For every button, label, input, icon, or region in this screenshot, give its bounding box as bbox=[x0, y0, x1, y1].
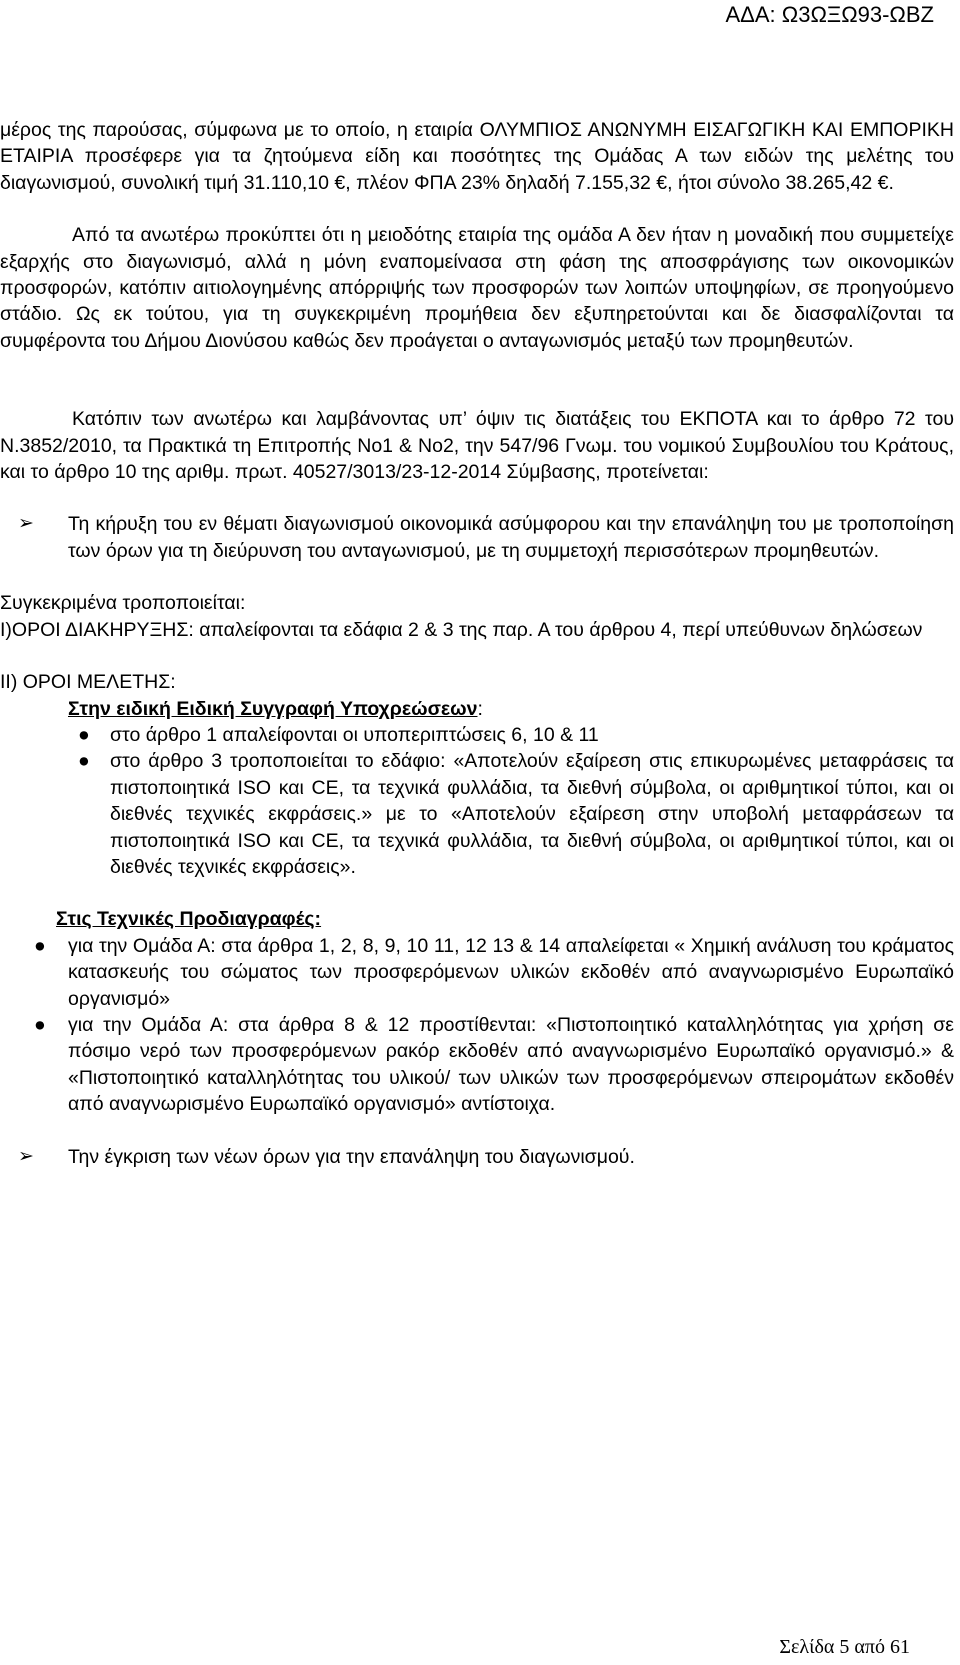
paragraph-proposal-intro: Κατόπιν των ανωτέρω και λαμβάνοντας υπ’ όψιν τις διατάξεις του ΕΚΠΟΤΑ και το άρθρο 72 του Ν.3852/2010, τα Πρακτικά τη Επιτροπής Νο1 & Νο2, την 547/96 Γνωμ. του νομικού Συμβουλίου του Κράτους, και το άρθρο 10 της αριθμ. πρωτ. 40527/3013/23-12-2014 Σύμβασης, προτείνεται: bbox=[0, 408, 954, 484]
special-spec-heading: Στην ειδική Ειδική Συγγραφή Υποχρεώσεων bbox=[68, 697, 478, 720]
modifications-title: Συγκεκριμένα τροποποιείται: bbox=[0, 592, 246, 615]
proposal-item-2: ➢ Την έγκριση των νέων όρων για την επανάληψη του διαγωνισμού. bbox=[0, 1144, 954, 1170]
arrow-bullet-icon: ➢ bbox=[18, 1145, 34, 1167]
page-number: Σελίδα 5 από 61 bbox=[779, 1636, 910, 1658]
paragraph-analysis: Από τα ανωτέρω προκύπτει ότι η μειοδότης εταιρία της ομάδα Α δεν ήταν η μοναδική που συμμετείχε εξαρχής στο διαγωνισμό, αλλά η μόνη εναπομείνασα στη φάση της αποσφράγισης των οικονομικών προσφορών, κατόπιν αιτιολογημένης απόρριψής των προσφορών των λοιπών υποψηφίων, σε προηγούμενο στάδιο. Ως εκ τούτου, για τη συγκεκριμένη προμήθεια δεν εξυπηρετούνται και δε διασφαλίζονται τα συμφέροντα του Δήμου Διονύσου καθώς δεν προάγεται ο ανταγωνισμός μεταξύ των προμηθευτών. bbox=[0, 224, 954, 352]
special-spec-line bbox=[0, 696, 954, 722]
terms-declaration: Ι)ΟΡΟΙ ΔΙΑΚΗΡΥΞΗΣ: απαλείφονται τα εδάφια 2 & 3 της παρ. Α του άρθρου 4, περί υπεύθυνων δηλώσεων bbox=[0, 618, 923, 641]
tech-spec-heading: Στις Τεχνικές Προδιαγραφές: bbox=[56, 908, 322, 931]
proposal-item-1: ➢ Τη κήρυξη του εν θέματι διαγωνισμού οικονομικά ασύμφορου και την επανάληψη του με τροποποίηση των όρων για τη διεύρυνση του ανταγωνισμού, με τη συμμετοχή περισσότερων προμηθευτών. bbox=[18, 513, 954, 562]
special-spec-item: ● στο άρθρο 3 τροποποιείται το εδάφιο: «Αποτελούν εξαίρεση στις επικυρωμένες μεταφράσεις τα πιστοποιητικά ISO και CE, τα τεχνικά φυλλάδια, τα διεθνή σύμβολα, οι αριθμητικοί τύποι, και οι διεθνές τεχνικές εκφράσεις.» με το «Αποτελούν εξαίρεση στην υποβολή μεταφράσεων τα πιστοποιητικά ISO και CE, τα τεχνικά φυλλάδια, τα διεθνή σύμβολα, οι αριθμητικοί τύποι, και οι διεθνές τεχνικές εκφράσεις». bbox=[78, 750, 954, 878]
document-body bbox=[0, 117, 954, 1170]
dot-bullet-icon: ● bbox=[78, 723, 90, 746]
arrow-bullet-icon: ➢ bbox=[18, 513, 34, 535]
tech-spec-item: ● για την Ομάδα Α: στα άρθρα 1, 2, 8, 9, 10 11, 12 13 & 14 απαλείφεται « Χημική ανάλυση του κράματος κατασκευής του σώματος των προσφερόμενων υλικών εκδοθέν από αναγνωρισμένο Ευρωπαϊκό οργανισμό» bbox=[34, 934, 954, 1010]
dot-bullet-icon: ● bbox=[34, 1013, 46, 1036]
dot-bullet-icon: ● bbox=[34, 934, 46, 957]
special-spec-colon: : bbox=[477, 697, 483, 720]
paragraph-price: μέρος της παρούσας, σύμφωνα με το οποίο, η εταιρία ΟΛΥΜΠΙΟΣ ΑΝΩΝΥΜΗ ΕΙΣΑΓΩΓΙΚΗ ΚΑΙ ΕΜΠΟΡΙΚΗ ΕΤΑΙΡΙΑ προσέφερε για τα ζητούμενα είδη και ποσότητες της Ομάδας Α των ειδών της μελέτης του διαγωνισμού, συνολική τιμή 31.110,10 €, πλέον ΦΠΑ 23% δηλαδή 7.155,32 €, ήτοι σύνολο 38.265,42 €. bbox=[0, 119, 954, 194]
tech-spec-item: ● για την Ομάδα Α: στα άρθρα 8 & 12 προστίθενται: «Πιστοποιητικό καταλληλότητας για χρήση σε πόσιμο νερό των προσφερόμενων ρακόρ εκδοθέν από αναγνωρισμένο Ευρωπαϊκό οργανισμό.» & «Πιστοποιητικό καταλληλότητας του υλικού/ των υλικών των προσφερόμενων σπειρομάτων εκδοθέν από αναγνωρισμένο Ευρωπαϊκό οργανισμό» αντίστοιχα. bbox=[34, 1013, 954, 1116]
dot-bullet-icon: ● bbox=[78, 750, 90, 773]
special-spec-item: ● στο άρθρο 1 απαλείφονται οι υποπεριπτώσεις 6, 10 & 11 bbox=[0, 722, 954, 748]
ada-code: ΑΔΑ: Ω3ΩΞΩ93-ΩΒΖ bbox=[725, 2, 934, 27]
study-terms-heading: ΙΙ) ΟΡΟΙ ΜΕΛΕΤΗΣ: bbox=[0, 671, 176, 694]
